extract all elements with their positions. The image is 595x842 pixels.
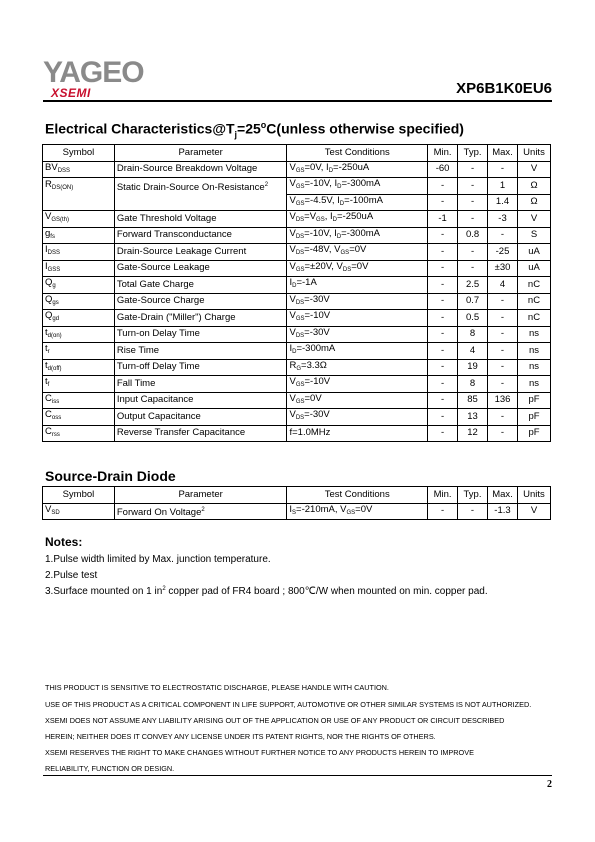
- parameter-cell: Forward On Voltage$^2$: [114, 503, 287, 520]
- parameter-cell: Gate Threshold Voltage: [114, 211, 287, 228]
- typ-cell: 0.8: [458, 227, 488, 244]
- unit-cell: V: [517, 503, 550, 520]
- parameter-cell: Total Gate Charge: [114, 277, 287, 294]
- min-cell: -: [428, 425, 458, 442]
- test-condition-cell: $V_{DS}=-30V$: [287, 326, 428, 343]
- typ-cell: -: [458, 244, 488, 261]
- table-row: [43, 392, 551, 409]
- parameter-cell: Gate-Source Charge: [114, 293, 287, 310]
- max-cell: -: [488, 376, 518, 393]
- parameter-cell: Turn-on Delay Time: [114, 326, 287, 343]
- symbol-cell: $I_{DSS}$: [43, 244, 115, 261]
- disclaimer-line: HEREIN; NEITHER DOES IT CONVEY ANY LICENSE UNDER ITS PATENT RIGHTS, NOR THE RIGHTS OF OTHERS.: [45, 732, 436, 741]
- col-header: Typ.: [458, 487, 488, 504]
- max-cell: 1: [488, 178, 518, 195]
- max-cell: -: [488, 343, 518, 360]
- typ-cell: 0.5: [458, 310, 488, 327]
- symbol-cell: $V_{SD}$: [43, 503, 115, 520]
- unit-cell: uA: [518, 244, 551, 261]
- symbol-cell: $I_{GSS}$: [43, 260, 115, 277]
- unit-cell: Ω: [518, 178, 551, 195]
- unit-cell: S: [518, 227, 551, 244]
- min-cell: -: [428, 310, 458, 327]
- col-header: Units: [518, 145, 551, 162]
- col-header: Parameter: [114, 487, 287, 504]
- min-cell: -: [428, 409, 458, 426]
- symbol-cell: $t_f$: [43, 376, 115, 393]
- test-condition-cell: $I_D=-1A$: [287, 277, 428, 294]
- note-3: 3.Surface mounted on 1 $in^2$ copper pad of FR4 board ; 800℃/W when mounted on min. copper pad.: [45, 586, 488, 597]
- max-cell: 136: [488, 392, 518, 409]
- typ-cell: 12: [458, 425, 488, 442]
- min-cell: -: [428, 293, 458, 310]
- unit-cell: uA: [518, 260, 551, 277]
- test-condition-cell: $I_D=-300mA$: [287, 343, 428, 360]
- table-header-row: [43, 487, 551, 504]
- table-row: [43, 161, 551, 178]
- typ-cell: -: [458, 178, 488, 195]
- min-cell: -: [428, 359, 458, 376]
- test-condition-cell: $V_{GS}=-10V$: [287, 376, 428, 393]
- min-cell: -: [428, 343, 458, 360]
- typ-cell: -: [458, 161, 488, 178]
- test-condition-cell: $V_{GS}=\pm 20V$, $V_{DS}=0V$: [287, 260, 428, 277]
- page-number: 2: [547, 779, 552, 790]
- unit-cell: ns: [518, 376, 551, 393]
- table-row: [43, 310, 551, 327]
- max-cell: ±30: [488, 260, 518, 277]
- disclaimer-line: RELIABILITY, FUNCTION OR DESIGN.: [45, 764, 175, 773]
- header-rule: [43, 100, 552, 102]
- min-cell: -: [428, 244, 458, 261]
- logo-sub: XSEMI: [51, 86, 91, 100]
- parameter-cell: [114, 194, 287, 211]
- note-1: 1.Pulse width limited by Max. junction temperature.: [45, 554, 271, 565]
- typ-cell: -: [458, 503, 488, 520]
- min-cell: -: [428, 376, 458, 393]
- table-row: [43, 359, 551, 376]
- parameter-cell: Rise Time: [114, 343, 287, 360]
- source-drain-diode-table: [42, 486, 551, 520]
- symbol-cell: $R_{DS(ON)}$: [43, 178, 115, 195]
- max-cell: 4: [488, 277, 518, 294]
- section-title-source-drain: Source-Drain Diode: [45, 468, 176, 484]
- test-condition-cell: $V_{GS}=-10V$: [287, 310, 428, 327]
- unit-cell: pF: [518, 409, 551, 426]
- unit-cell: V: [518, 161, 551, 178]
- table-row: [43, 277, 551, 294]
- symbol-cell: $C_{iss}$: [43, 392, 115, 409]
- typ-cell: -: [458, 211, 488, 228]
- min-cell: -: [428, 227, 458, 244]
- symbol-cell: $Q_{gs}$: [43, 293, 115, 310]
- max-cell: -: [488, 359, 518, 376]
- min-cell: -: [428, 260, 458, 277]
- unit-cell: nC: [518, 277, 551, 294]
- max-cell: -: [488, 409, 518, 426]
- test-condition-cell: $R_G=3.3\Omega$: [287, 359, 428, 376]
- parameter-cell: Drain-Source Leakage Current: [114, 244, 287, 261]
- parameter-cell: Gate-Drain ("Miller") Charge: [114, 310, 287, 327]
- min-cell: -: [428, 392, 458, 409]
- max-cell: -3: [488, 211, 518, 228]
- parameter-cell: Turn-off Delay Time: [114, 359, 287, 376]
- test-condition-cell: f=1.0MHz: [287, 425, 428, 442]
- disclaimer-line: THIS PRODUCT IS SENSITIVE TO ELECTROSTATIC DISCHARGE, PLEASE HANDLE WITH CAUTION.: [45, 683, 389, 692]
- electrical-characteristics-table: [42, 144, 551, 442]
- test-condition-cell: $V_{DS}=-10V$, $I_D=-300mA$: [287, 227, 428, 244]
- typ-cell: -: [458, 194, 488, 211]
- table-row: [43, 194, 551, 211]
- unit-cell: pF: [518, 425, 551, 442]
- unit-cell: pF: [518, 392, 551, 409]
- test-condition-cell: $V_{DS}=-48V$, $V_{GS}=0V$: [287, 244, 428, 261]
- col-header: Symbol: [43, 487, 115, 504]
- min-cell: -: [428, 503, 458, 520]
- parameter-cell: Forward Transconductance: [114, 227, 287, 244]
- table-row: [43, 260, 551, 277]
- parameter-cell: Input Capacitance: [114, 392, 287, 409]
- max-cell: -25: [488, 244, 518, 261]
- symbol-cell: $Q_g$: [43, 277, 115, 294]
- unit-cell: nC: [518, 310, 551, 327]
- parameter-cell: Gate-Source Leakage: [114, 260, 287, 277]
- min-cell: -: [428, 178, 458, 195]
- symbol-cell: $t_{d(off)}$: [43, 359, 115, 376]
- max-cell: -: [488, 161, 518, 178]
- yageo-xsemi-logo: [43, 58, 155, 100]
- col-header: Min.: [428, 487, 458, 504]
- min-cell: -: [428, 194, 458, 211]
- col-header: Max.: [488, 145, 518, 162]
- unit-cell: nC: [518, 293, 551, 310]
- unit-cell: ns: [518, 359, 551, 376]
- note-2: 2.Pulse test: [45, 570, 98, 581]
- max-cell: -1.3: [488, 503, 518, 520]
- parameter-cell: Drain-Source Breakdown Voltage: [114, 161, 287, 178]
- symbol-cell: $C_{rss}$: [43, 425, 115, 442]
- symbol-cell: $BV_{DSS}$: [43, 161, 115, 178]
- table-row: [43, 503, 551, 520]
- unit-cell: V: [518, 211, 551, 228]
- table-row: [43, 409, 551, 426]
- symbol-cell: $Q_{gd}$: [43, 310, 115, 327]
- max-cell: -: [488, 310, 518, 327]
- unit-cell: ns: [518, 326, 551, 343]
- test-condition-cell: $V_{DS}=V_{GS}$, $I_D=-250uA$: [287, 211, 428, 228]
- table-row: [43, 244, 551, 261]
- table-row: [43, 425, 551, 442]
- col-header: Max.: [488, 487, 518, 504]
- logo-brand: YAGEO: [43, 56, 144, 89]
- min-cell: -60: [428, 161, 458, 178]
- col-header: Units: [517, 487, 550, 504]
- symbol-cell: $V_{GS(th)}$: [43, 211, 115, 228]
- test-condition-cell: $V_{GS}=0V$, $I_D=-250uA$: [287, 161, 428, 178]
- col-header: Min.: [428, 145, 458, 162]
- col-header: Symbol: [43, 145, 115, 162]
- footer-rule: [43, 775, 552, 776]
- table-row: [43, 326, 551, 343]
- col-header: Parameter: [114, 145, 287, 162]
- typ-cell: 85: [458, 392, 488, 409]
- typ-cell: 2.5: [458, 277, 488, 294]
- parameter-cell: Reverse Transfer Capacitance: [114, 425, 287, 442]
- max-cell: -: [488, 425, 518, 442]
- parameter-cell: Static Drain-Source On-Resistance$^2$: [114, 178, 287, 195]
- typ-cell: 13: [458, 409, 488, 426]
- min-cell: -: [428, 326, 458, 343]
- max-cell: 1.4: [488, 194, 518, 211]
- unit-cell: ns: [518, 343, 551, 360]
- disclaimer-line: XSEMI RESERVES THE RIGHT TO MAKE CHANGES WITHOUT FURTHER NOTICE TO ANY PRODUCTS HEREIN TO IMPROVE: [45, 748, 474, 757]
- max-cell: -: [488, 293, 518, 310]
- test-condition-cell: $V_{GS}=-10V$, $I_D=-300mA$: [287, 178, 428, 195]
- table-row: [43, 293, 551, 310]
- typ-cell: 8: [458, 326, 488, 343]
- section-title-electrical: Electrical $Characteristics@T_j=25^oC(unless$ otherwise specified): [45, 120, 464, 140]
- symbol-cell: [43, 194, 115, 211]
- test-condition-cell: $I_S=-210mA$, $V_{GS}=0V$: [287, 503, 428, 520]
- min-cell: -1: [428, 211, 458, 228]
- typ-cell: -: [458, 260, 488, 277]
- max-cell: -: [488, 326, 518, 343]
- part-number: XP6B1K0EU6: [456, 80, 552, 97]
- unit-cell: Ω: [518, 194, 551, 211]
- table-header-row: [43, 145, 551, 162]
- table-row: [43, 211, 551, 228]
- test-condition-cell: $V_{GS}=0V$: [287, 392, 428, 409]
- col-header: Test Conditions: [287, 145, 428, 162]
- notes-heading: Notes:: [45, 535, 83, 549]
- table-row: [43, 343, 551, 360]
- table-row: [43, 178, 551, 195]
- parameter-cell: Fall Time: [114, 376, 287, 393]
- typ-cell: 19: [458, 359, 488, 376]
- table-row: [43, 376, 551, 393]
- disclaimer-line: XSEMI DOES NOT ASSUME ANY LIABILITY ARISING OUT OF THE APPLICATION OR USE OF ANY PRODUCT OR CIRCUIT DESCRIBED: [45, 716, 505, 725]
- col-header: Test Conditions: [287, 487, 428, 504]
- parameter-cell: Output Capacitance: [114, 409, 287, 426]
- symbol-cell: $t_r$: [43, 343, 115, 360]
- symbol-cell: $C_{oss}$: [43, 409, 115, 426]
- min-cell: -: [428, 277, 458, 294]
- table-row: [43, 227, 551, 244]
- disclaimer-line: USE OF THIS PRODUCT AS A CRITICAL COMPONENT IN LIFE SUPPORT, AUTOMOTIVE OR OTHER SIMILAR SYSTEMS IS NOT AUTHORIZED.: [45, 700, 532, 709]
- symbol-cell: $t_{d(on)}$: [43, 326, 115, 343]
- typ-cell: 8: [458, 376, 488, 393]
- max-cell: -: [488, 227, 518, 244]
- test-condition-cell: $V_{DS}=-30V$: [287, 293, 428, 310]
- test-condition-cell: $V_{GS}=-4.5V$, $I_D=-100mA$: [287, 194, 428, 211]
- col-header: Typ.: [458, 145, 488, 162]
- typ-cell: 4: [458, 343, 488, 360]
- typ-cell: 0.7: [458, 293, 488, 310]
- symbol-cell: $g_{fs}$: [43, 227, 115, 244]
- test-condition-cell: $V_{DS}=-30V$: [287, 409, 428, 426]
